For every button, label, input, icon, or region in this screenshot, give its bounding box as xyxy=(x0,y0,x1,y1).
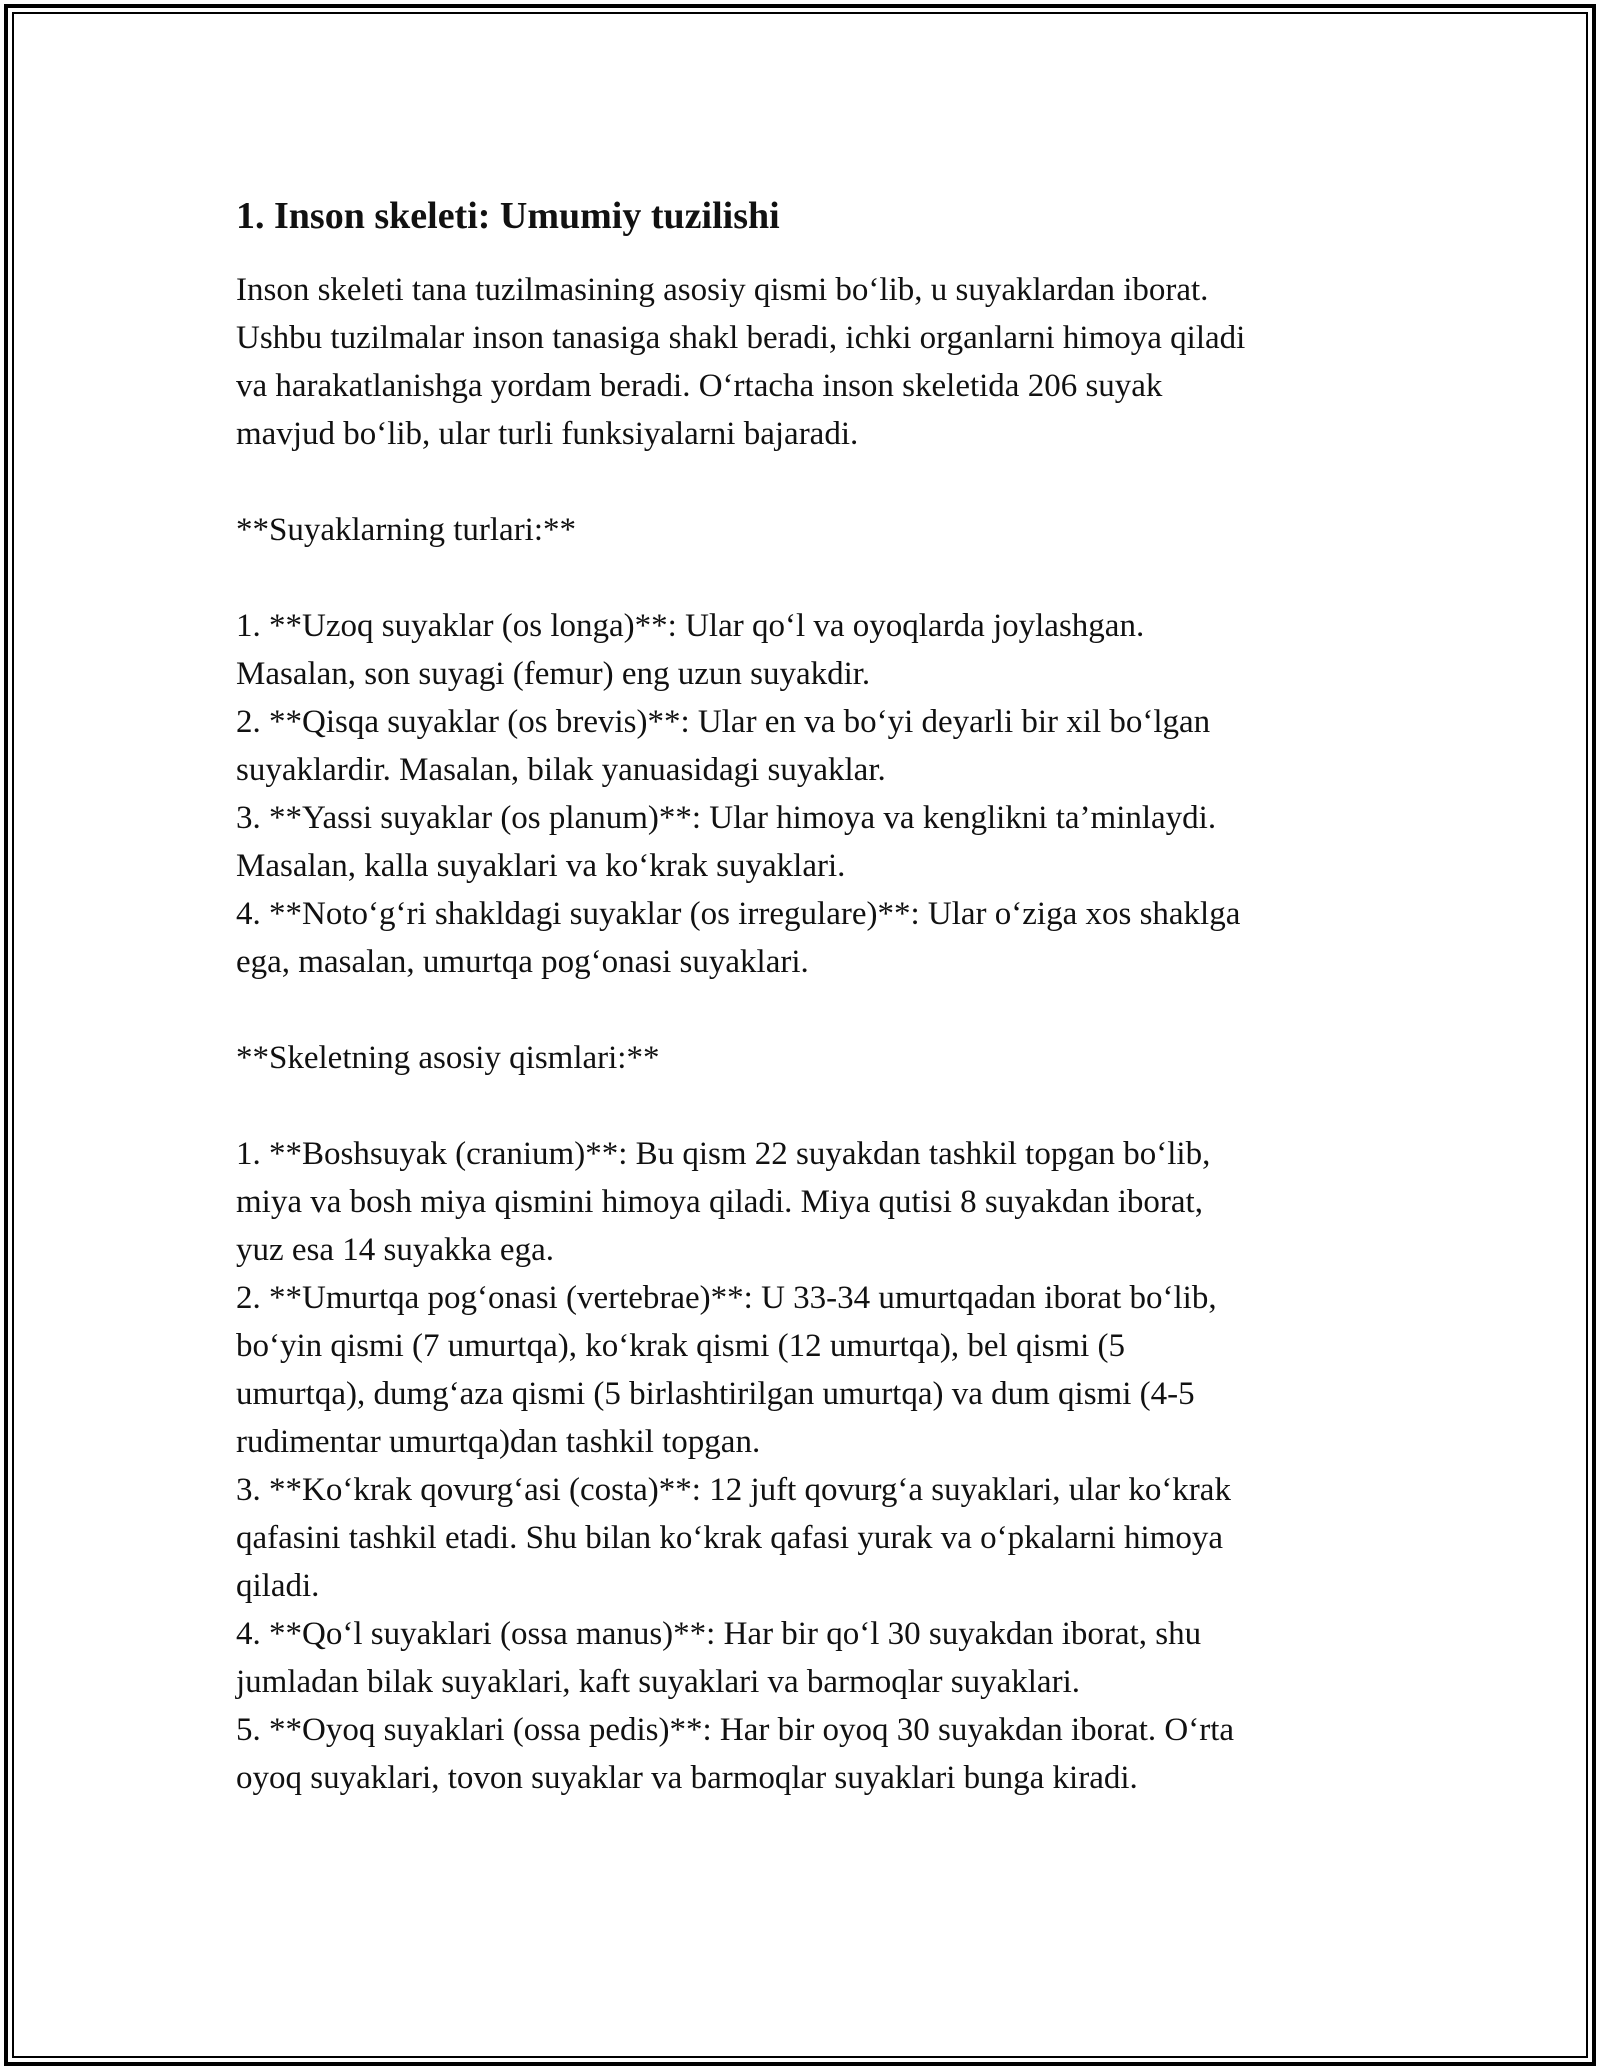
intro-line: Ushbu tuzilmalar inson tanasiga shakl beradi, ichki organlarni himoya qiladi xyxy=(236,320,1246,356)
list-line: oyoq suyaklari, tovon suyaklar va barmoqlar suyaklari bunga kiradi. xyxy=(236,1760,1138,1796)
list-line: 3. **Yassi suyaklar (os planum)**: Ular himoya va kenglikni ta’minlaydi. xyxy=(236,800,1217,836)
bone-types-heading: **Suyaklarning turlari:** xyxy=(236,512,577,548)
list-line: 4. **Qo‘l suyaklari (ossa manus)**: Har bir qo‘l 30 suyakdan iborat, shu xyxy=(236,1616,1202,1652)
spacer xyxy=(236,1082,1386,1130)
spacer xyxy=(236,554,1386,602)
spacer xyxy=(236,458,1386,506)
intro-line: Inson skeleti tana tuzilmasining asosiy qismi bo‘lib, u suyaklardan iborat. xyxy=(236,272,1209,308)
spacer xyxy=(236,246,1386,266)
list-line: 2. **Umurtqa pog‘onasi (vertebrae)**: U 33-34 umurtqadan iborat bo‘lib, xyxy=(236,1280,1217,1316)
skeleton-parts-heading: **Skeletning asosiy qismlari:** xyxy=(236,1040,660,1076)
list-line: 5. **Oyoq suyaklari (ossa pedis)**: Har bir oyoq 30 suyakdan iborat. O‘rta xyxy=(236,1712,1235,1748)
list-line: yuz esa 14 suyakka ega. xyxy=(236,1232,554,1268)
spacer xyxy=(236,986,1386,1034)
list-line: 1. **Boshsuyak (cranium)**: Bu qism 22 suyakdan tashkil topgan bo‘lib, xyxy=(236,1136,1211,1172)
intro-paragraph xyxy=(236,266,1386,458)
skeleton-parts-list xyxy=(236,1130,1386,1802)
list-line: 4. **Noto‘g‘ri shakldagi suyaklar (os irregulare)**: Ular o‘ziga xos shaklga xyxy=(236,896,1241,932)
list-line: 2. **Qisqa suyaklar (os brevis)**: Ular en va bo‘yi deyarli bir xil bo‘lgan xyxy=(236,704,1211,740)
list-line: 1. **Uzoq suyaklar (os longa)**: Ular qo‘l va oyoqlarda joylashgan. xyxy=(236,608,1145,644)
list-line: Masalan, kalla suyaklari va ko‘krak suyaklari. xyxy=(236,848,846,884)
document-body xyxy=(236,186,1386,1802)
list-line: rudimentar umurtqa)dan tashkil topgan. xyxy=(236,1424,761,1460)
list-line: ega, masalan, umurtqa pog‘onasi suyaklari. xyxy=(236,944,809,980)
bone-types-list xyxy=(236,602,1386,986)
list-line: umurtqa), dumg‘aza qismi (5 birlashtirilgan umurtqa) va dum qismi (4-5 xyxy=(236,1376,1195,1412)
list-line: qafasini tashkil etadi. Shu bilan ko‘krak qafasi yurak va o‘pkalarni himoya xyxy=(236,1520,1223,1556)
page-title: 1. Inson skeleti: Umumiy tuzilishi xyxy=(236,195,780,237)
intro-line: va harakatlanishga yordam beradi. O‘rtacha inson skeletida 206 suyak xyxy=(236,368,1163,404)
list-line: Masalan, son suyagi (femur) eng uzun suyakdir. xyxy=(236,656,871,692)
list-line: miya va bosh miya qismini himoya qiladi. Miya qutisi 8 suyakdan iborat, xyxy=(236,1184,1203,1220)
list-line: qiladi. xyxy=(236,1568,320,1604)
list-line: jumladan bilak suyaklari, kaft suyaklari va barmoqlar suyaklari. xyxy=(236,1664,1080,1700)
list-line: bo‘yin qismi (7 umurtqa), ko‘krak qismi (12 umurtqa), bel qismi (5 xyxy=(236,1328,1126,1364)
list-line: 3. **Ko‘krak qovurg‘asi (costa)**: 12 juft qovurg‘a suyaklari, ular ko‘krak xyxy=(236,1472,1231,1508)
list-line: suyaklardir. Masalan, bilak yanuasidagi suyaklar. xyxy=(236,752,886,788)
intro-line: mavjud bo‘lib, ular turli funksiyalarni bajaradi. xyxy=(236,416,859,452)
